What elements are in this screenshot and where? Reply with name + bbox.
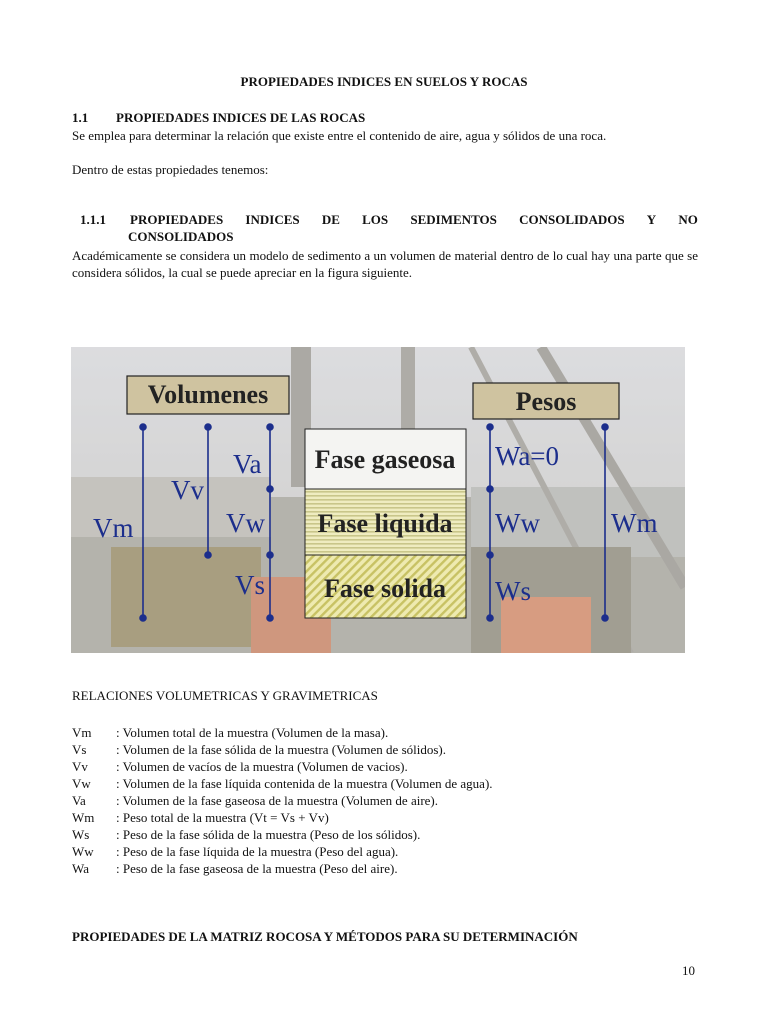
definition-row <box>72 826 493 843</box>
definition-symbol: Wm <box>72 810 95 825</box>
definition-symbol: Ww <box>72 844 94 859</box>
definition-symbol: Vw <box>72 776 91 791</box>
heading-word: LOS <box>362 212 389 227</box>
wm-dot-top <box>602 424 608 430</box>
heading-word: Y <box>646 212 657 227</box>
phase-diagram-figure <box>71 347 685 653</box>
relations-heading: RELACIONES VOLUMETRICAS Y GRAVIMETRICAS <box>72 688 378 703</box>
phase-diagram <box>71 347 685 653</box>
heading-word: NO <box>678 212 698 227</box>
subsection-number: 1.1.1 <box>80 212 106 227</box>
final-heading: PROPIEDADES DE LA MATRIZ ROCOSA Y MÉTODOS PARA SU DETERMINACIÓN <box>72 929 578 944</box>
weights-label: Pesos <box>515 387 577 416</box>
ws-dot-top <box>487 552 493 558</box>
vm-dot-bottom <box>140 615 146 621</box>
vw-dot-top <box>267 486 273 492</box>
definition-row <box>72 809 493 826</box>
ww-label: Ww <box>495 508 540 538</box>
definition-text: : Peso total de la muestra (Vt = Vs + Vv) <box>116 810 329 825</box>
definition-text: : Volumen de la fase sólida de la muestra (Volumen de sólidos). <box>116 742 446 757</box>
section-text: Se emplea para determinar la relación que existe entre el contenido de aire, agua y sólidos de una roca. <box>72 128 607 143</box>
phase-gas-label: Fase gaseosa <box>314 445 456 474</box>
heading-word: DE <box>321 212 340 227</box>
vs-dot-bottom <box>267 615 273 621</box>
va-label: Va <box>233 449 262 479</box>
definition-symbol: Ws <box>72 827 90 842</box>
heading-word: CONSOLIDADOS <box>519 212 625 227</box>
subsection-heading-words <box>130 212 698 228</box>
vs-dot-top <box>267 552 273 558</box>
section-number: 1.1 <box>72 110 89 125</box>
heading-word: SEDIMENTOS <box>410 212 497 227</box>
definition-symbol: Vs <box>72 742 87 757</box>
definition-symbol: Vv <box>72 759 88 774</box>
va-dot-top <box>267 424 273 430</box>
heading-word: PROPIEDADES <box>130 212 224 227</box>
ww-dot-top <box>487 486 493 492</box>
subsection-heading-line1 <box>80 212 698 228</box>
phase-liquid-label: Fase liquida <box>317 509 453 538</box>
definition-text: : Volumen de vacíos de la muestra (Volumen de vacios). <box>116 759 408 774</box>
definition-row <box>72 758 493 775</box>
vv-label: Vv <box>171 475 204 505</box>
definition-text: : Volumen total de la muestra (Volumen de la masa). <box>116 725 389 740</box>
definition-row <box>72 741 493 758</box>
ws-label: Ws <box>495 576 531 606</box>
page-number: 10 <box>682 963 695 978</box>
phase-solid-label: Fase solida <box>323 574 447 603</box>
definition-text: : Volumen de la fase líquida contenida de la muestra (Volumen de agua). <box>116 776 493 791</box>
vv-dot-bottom <box>205 552 211 558</box>
definition-text: : Peso de la fase gaseosa de la muestra (Peso del aire). <box>116 861 398 876</box>
definition-symbol: Vm <box>72 725 92 740</box>
vv-dot-top <box>205 424 211 430</box>
definition-row <box>72 724 493 741</box>
vm-label: Vm <box>93 513 134 543</box>
definition-text: : Volumen de la fase gaseosa de la muestra (Volumen de aire). <box>116 793 439 808</box>
definition-row <box>72 775 493 792</box>
definition-row <box>72 843 493 860</box>
volumes-label: Volumenes <box>147 380 269 409</box>
wa-dot-top <box>487 424 493 430</box>
subsection-heading-line2: CONSOLIDADOS <box>128 229 234 244</box>
intro-text: Dentro de estas propiedades tenemos: <box>72 162 269 177</box>
section-heading: PROPIEDADES INDICES DE LAS ROCAS <box>116 110 366 125</box>
definitions-list <box>72 724 493 877</box>
vs-label: Vs <box>235 570 266 600</box>
ws-dot-bottom <box>487 615 493 621</box>
definition-text: : Peso de la fase sólida de la muestra (Peso de los sólidos). <box>116 827 421 842</box>
vm-dot-top <box>140 424 146 430</box>
definition-symbol: Va <box>72 793 86 808</box>
definition-text: : Peso de la fase líquida de la muestra (Peso del agua). <box>116 844 399 859</box>
wa-label: Wa=0 <box>495 441 560 471</box>
definition-row <box>72 792 493 809</box>
subsection-text: Académicamente se considera un modelo de sedimento a un volumen de material dentro de lo cual hay una parte que se considera sólidos, la cual se puede apreciar en la figura siguiente. <box>72 248 698 280</box>
definition-row <box>72 860 493 877</box>
heading-word: INDICES <box>245 212 300 227</box>
definition-symbol: Wa <box>72 861 89 876</box>
wm-label: Wm <box>611 508 658 538</box>
vw-label: Vw <box>226 508 265 538</box>
wm-dot-bottom <box>602 615 608 621</box>
page-title: PROPIEDADES INDICES EN SUELOS Y ROCAS <box>240 74 528 89</box>
